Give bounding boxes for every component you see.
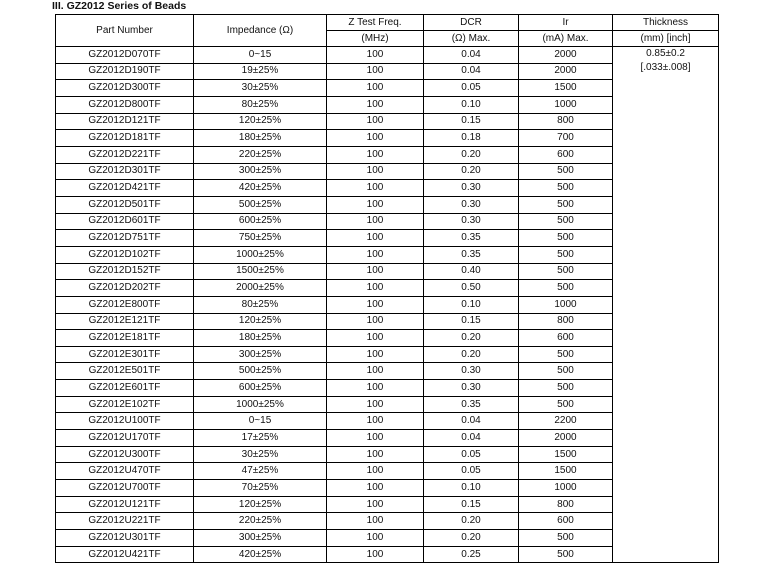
- part-number-cell: GZ2012D202TF: [56, 280, 194, 297]
- impedance-cell: 0~15: [194, 413, 327, 430]
- ir-cell: 1000: [519, 96, 613, 113]
- dcr-cell: 0.20: [424, 163, 519, 180]
- impedance-cell: 1000±25%: [194, 246, 327, 263]
- part-number-cell: GZ2012D152TF: [56, 263, 194, 280]
- impedance-cell: 2000±25%: [194, 280, 327, 297]
- ir-cell: 500: [519, 530, 613, 547]
- impedance-cell: 300±25%: [194, 346, 327, 363]
- impedance-cell: 19±25%: [194, 63, 327, 80]
- part-number-cell: GZ2012E181TF: [56, 330, 194, 347]
- ir-cell: 1500: [519, 463, 613, 480]
- part-number-cell: GZ2012U421TF: [56, 546, 194, 563]
- impedance-cell: 30±25%: [194, 446, 327, 463]
- z-test-freq-cell: 100: [327, 380, 424, 397]
- impedance-cell: 120±25%: [194, 496, 327, 513]
- z-test-freq-cell: 100: [327, 513, 424, 530]
- ir-cell: 800: [519, 313, 613, 330]
- z-test-freq-cell: 100: [327, 47, 424, 64]
- header-dcr-unit: (Ω) Max.: [424, 31, 519, 47]
- part-number-cell: GZ2012E301TF: [56, 346, 194, 363]
- impedance-cell: 80±25%: [194, 96, 327, 113]
- z-test-freq-cell: 100: [327, 313, 424, 330]
- ir-cell: 2000: [519, 47, 613, 64]
- part-number-cell: GZ2012D221TF: [56, 146, 194, 163]
- z-test-freq-cell: 100: [327, 530, 424, 547]
- z-test-freq-cell: 100: [327, 346, 424, 363]
- thickness-inch: [.033±.008]: [640, 62, 691, 73]
- dcr-cell: 0.15: [424, 313, 519, 330]
- z-test-freq-cell: 100: [327, 330, 424, 347]
- impedance-cell: 17±25%: [194, 430, 327, 447]
- dcr-cell: 0.04: [424, 413, 519, 430]
- z-test-freq-cell: 100: [327, 146, 424, 163]
- ir-cell: 600: [519, 330, 613, 347]
- dcr-cell: 0.30: [424, 180, 519, 197]
- ir-cell: 1500: [519, 80, 613, 97]
- impedance-cell: 220±25%: [194, 513, 327, 530]
- ir-cell: 500: [519, 180, 613, 197]
- dcr-cell: 0.20: [424, 513, 519, 530]
- dcr-cell: 0.20: [424, 530, 519, 547]
- z-test-freq-cell: 100: [327, 413, 424, 430]
- ir-cell: 500: [519, 213, 613, 230]
- ir-cell: 500: [519, 163, 613, 180]
- z-test-freq-cell: 100: [327, 230, 424, 247]
- ir-cell: 500: [519, 380, 613, 397]
- ir-cell: 1000: [519, 296, 613, 313]
- dcr-cell: 0.30: [424, 363, 519, 380]
- impedance-cell: 500±25%: [194, 363, 327, 380]
- dcr-cell: 0.50: [424, 280, 519, 297]
- header-ir: Ir: [519, 15, 613, 31]
- z-test-freq-cell: 100: [327, 396, 424, 413]
- z-test-freq-cell: 100: [327, 96, 424, 113]
- impedance-cell: 600±25%: [194, 380, 327, 397]
- ir-cell: 700: [519, 130, 613, 147]
- ir-cell: 2000: [519, 430, 613, 447]
- dcr-cell: 0.10: [424, 296, 519, 313]
- part-number-cell: GZ2012D181TF: [56, 130, 194, 147]
- part-number-cell: GZ2012U301TF: [56, 530, 194, 547]
- impedance-cell: 1500±25%: [194, 263, 327, 280]
- header-row: [56, 15, 719, 31]
- thickness-mm: 0.85±0.2: [646, 48, 685, 59]
- dcr-cell: 0.15: [424, 496, 519, 513]
- impedance-cell: 180±25%: [194, 330, 327, 347]
- impedance-cell: 420±25%: [194, 180, 327, 197]
- ir-cell: 2200: [519, 413, 613, 430]
- z-test-freq-cell: 100: [327, 113, 424, 130]
- ir-cell: 500: [519, 230, 613, 247]
- impedance-cell: 300±25%: [194, 530, 327, 547]
- dcr-cell: 0.05: [424, 80, 519, 97]
- part-number-cell: GZ2012E601TF: [56, 380, 194, 397]
- z-test-freq-cell: 100: [327, 263, 424, 280]
- header-thickness: Thickness: [613, 15, 719, 31]
- dcr-cell: 0.30: [424, 196, 519, 213]
- dcr-cell: 0.10: [424, 480, 519, 497]
- impedance-cell: 420±25%: [194, 546, 327, 563]
- ir-cell: 2000: [519, 63, 613, 80]
- part-number-cell: GZ2012D751TF: [56, 230, 194, 247]
- ir-cell: 500: [519, 396, 613, 413]
- impedance-cell: 30±25%: [194, 80, 327, 97]
- ir-cell: 1000: [519, 480, 613, 497]
- z-test-freq-cell: 100: [327, 180, 424, 197]
- dcr-cell: 0.05: [424, 463, 519, 480]
- part-number-cell: GZ2012E121TF: [56, 313, 194, 330]
- ir-cell: 500: [519, 196, 613, 213]
- part-number-cell: GZ2012E501TF: [56, 363, 194, 380]
- z-test-freq-cell: 100: [327, 196, 424, 213]
- z-test-freq-cell: 100: [327, 430, 424, 447]
- part-number-cell: GZ2012D800TF: [56, 96, 194, 113]
- part-number-cell: GZ2012E102TF: [56, 396, 194, 413]
- z-test-freq-cell: 100: [327, 480, 424, 497]
- table-body: [56, 47, 719, 563]
- dcr-cell: 0.25: [424, 546, 519, 563]
- header-part-number: Part Number: [56, 15, 194, 47]
- header-thickness-unit: (mm) [inch]: [613, 31, 719, 47]
- z-test-freq-cell: 100: [327, 130, 424, 147]
- impedance-cell: 70±25%: [194, 480, 327, 497]
- ir-cell: 500: [519, 346, 613, 363]
- table-row: [56, 47, 719, 64]
- dcr-cell: 0.20: [424, 330, 519, 347]
- z-test-freq-cell: 100: [327, 246, 424, 263]
- header-impedance: Impedance (Ω): [194, 15, 327, 47]
- z-test-freq-cell: 100: [327, 463, 424, 480]
- dcr-cell: 0.30: [424, 213, 519, 230]
- ir-cell: 500: [519, 546, 613, 563]
- section-title: III. GZ2012 Series of Beads: [52, 0, 187, 12]
- dcr-cell: 0.35: [424, 396, 519, 413]
- part-number-cell: GZ2012U221TF: [56, 513, 194, 530]
- part-number-cell: GZ2012E800TF: [56, 296, 194, 313]
- dcr-cell: 0.05: [424, 446, 519, 463]
- impedance-cell: 220±25%: [194, 146, 327, 163]
- ir-cell: 500: [519, 363, 613, 380]
- part-number-cell: GZ2012U470TF: [56, 463, 194, 480]
- impedance-cell: 1000±25%: [194, 396, 327, 413]
- impedance-cell: 500±25%: [194, 196, 327, 213]
- ir-cell: 600: [519, 513, 613, 530]
- part-number-cell: GZ2012D102TF: [56, 246, 194, 263]
- part-number-cell: GZ2012D301TF: [56, 163, 194, 180]
- part-number-cell: GZ2012D070TF: [56, 47, 194, 64]
- impedance-cell: 47±25%: [194, 463, 327, 480]
- z-test-freq-cell: 100: [327, 446, 424, 463]
- header-z-test-freq: Z Test Freq.: [327, 15, 424, 31]
- z-test-freq-cell: 100: [327, 213, 424, 230]
- part-number-cell: GZ2012D190TF: [56, 63, 194, 80]
- part-number-cell: GZ2012D501TF: [56, 196, 194, 213]
- dcr-cell: 0.15: [424, 113, 519, 130]
- ir-cell: 500: [519, 246, 613, 263]
- dcr-cell: 0.20: [424, 146, 519, 163]
- thickness-cell: [613, 47, 719, 563]
- impedance-cell: 0~15: [194, 47, 327, 64]
- impedance-cell: 750±25%: [194, 230, 327, 247]
- ir-cell: 800: [519, 496, 613, 513]
- part-number-cell: GZ2012U700TF: [56, 480, 194, 497]
- header-dcr: DCR: [424, 15, 519, 31]
- ir-cell: 800: [519, 113, 613, 130]
- dcr-cell: 0.40: [424, 263, 519, 280]
- impedance-cell: 80±25%: [194, 296, 327, 313]
- z-test-freq-cell: 100: [327, 363, 424, 380]
- z-test-freq-cell: 100: [327, 80, 424, 97]
- dcr-cell: 0.20: [424, 346, 519, 363]
- part-number-cell: GZ2012U300TF: [56, 446, 194, 463]
- part-number-cell: GZ2012U121TF: [56, 496, 194, 513]
- dcr-cell: 0.04: [424, 430, 519, 447]
- impedance-cell: 120±25%: [194, 313, 327, 330]
- z-test-freq-cell: 100: [327, 546, 424, 563]
- dcr-cell: 0.04: [424, 63, 519, 80]
- z-test-freq-cell: 100: [327, 280, 424, 297]
- impedance-cell: 120±25%: [194, 113, 327, 130]
- dcr-cell: 0.35: [424, 230, 519, 247]
- part-number-cell: GZ2012D601TF: [56, 213, 194, 230]
- dcr-cell: 0.30: [424, 380, 519, 397]
- part-number-cell: GZ2012D300TF: [56, 80, 194, 97]
- ir-cell: 1500: [519, 446, 613, 463]
- impedance-cell: 600±25%: [194, 213, 327, 230]
- z-test-freq-cell: 100: [327, 163, 424, 180]
- part-number-cell: GZ2012U170TF: [56, 430, 194, 447]
- dcr-cell: 0.10: [424, 96, 519, 113]
- ir-cell: 600: [519, 146, 613, 163]
- z-test-freq-cell: 100: [327, 496, 424, 513]
- z-test-freq-cell: 100: [327, 63, 424, 80]
- dcr-cell: 0.04: [424, 47, 519, 64]
- part-number-cell: GZ2012D121TF: [56, 113, 194, 130]
- dcr-cell: 0.18: [424, 130, 519, 147]
- part-number-cell: GZ2012D421TF: [56, 180, 194, 197]
- impedance-cell: 180±25%: [194, 130, 327, 147]
- header-ir-unit: (mA) Max.: [519, 31, 613, 47]
- part-number-cell: GZ2012U100TF: [56, 413, 194, 430]
- ir-cell: 500: [519, 280, 613, 297]
- header-z-test-freq-unit: (MHz): [327, 31, 424, 47]
- ir-cell: 500: [519, 263, 613, 280]
- beads-spec-table: [55, 14, 719, 563]
- dcr-cell: 0.35: [424, 246, 519, 263]
- z-test-freq-cell: 100: [327, 296, 424, 313]
- impedance-cell: 300±25%: [194, 163, 327, 180]
